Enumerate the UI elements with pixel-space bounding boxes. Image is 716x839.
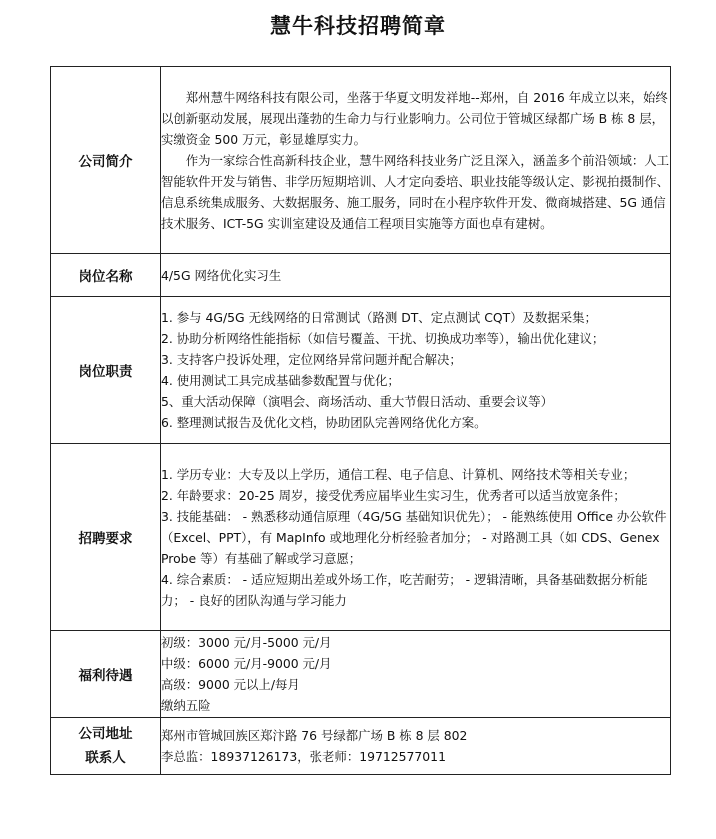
welfare-content (161, 631, 671, 718)
page-title: 慧牛科技招聘简章 (270, 14, 446, 38)
contact-labels (51, 718, 161, 775)
welfare-item: 高级：9000 元以上/每月 (161, 677, 300, 692)
requirements-label: 招聘要求 (51, 444, 161, 631)
duty-item: 1. 参与 4G/5G 无线网络的日常测试（路测 DT、定点测试 CQT）及数据采集； (161, 310, 597, 325)
duty-item: 3. 支持客户投诉处理，定位网络异常问题并配合解决； (161, 352, 462, 367)
welfare-item: 中级：6000 元/月-9000 元/月 (161, 656, 332, 671)
contact-phones: 李总监：18937126173，张老师：19712577011 (161, 749, 446, 764)
recruitment-table (50, 66, 671, 775)
requirement-item: 3. 技能基础： - 熟悉移动通信原理（4G/5G 基础知识优先）； - 能熟练使用 Office 办公软件（Excel、PPT），有 MapInfo 或地理化分析经验者加分； - 对路测工具（如 CDS、Genex Probe 等）有基础了解或学习意愿； (161, 508, 667, 566)
requirements-content (161, 444, 671, 631)
address-label: 公司地址 (78, 726, 133, 742)
duties-content (161, 297, 671, 444)
company-address: 郑州市管城回族区郑汴路 76 号绿都广场 B 栋 8 层 802 (161, 728, 468, 743)
welfare-label: 福利待遇 (51, 631, 161, 718)
table-row-company-intro (51, 67, 671, 254)
duty-item: 5、重大活动保障（演唱会、商场活动、重大节假日活动、重要会议等） (161, 394, 553, 409)
requirement-item: 4. 综合素质： - 适应短期出差或外场工作，吃苦耐劳； - 逻辑清晰，具备基础数据分析能力； - 良好的团队沟通与学习能力 (161, 571, 648, 608)
company-intro-paragraph: 作为一家综合性高新科技企业，慧牛网络科技业务广泛且深入，涵盖多个前沿领域：人工智能软件开发与销售、非学历短期培训、人才定向委培、职业技能等级认定、影视拍摄制作、信息系统集成服务、大数据服务、施工服务，同时在小程序软件开发、微商城搭建、5G 通信技术服务、ICT-5G 实训室建设及通信工程项目实施等方面也卓有建树。 (161, 152, 670, 231)
position-label: 岗位名称 (51, 254, 161, 297)
duties-label: 岗位职责 (51, 297, 161, 444)
company-intro-paragraph: 郑州慧牛网络科技有限公司，坐落于华夏文明发祥地--郑州，自 2016 年成立以来，始终以创新驱动发展，展现出蓬勃的生命力与行业影响力。公司位于管城区绿都广场 B 栋 8 层，实缴资金 500 万元，彰显雄厚实力。 (161, 89, 668, 147)
company-intro-label: 公司简介 (51, 67, 161, 254)
table-row-requirements (51, 444, 671, 631)
requirement-item: 2. 年龄要求：20-25 周岁，接受优秀应届毕业生实习生，优秀者可以适当放宽条件； (161, 487, 626, 503)
table-row-position (51, 254, 671, 297)
table-row-contact (51, 718, 671, 775)
table-row-duties (51, 297, 671, 444)
duty-item: 6. 整理测试报告及优化文档，协助团队完善网络优化方案。 (161, 415, 487, 430)
contact-content (161, 718, 671, 775)
duty-item: 2. 协助分析网络性能指标（如信号覆盖、干扰、切换成功率等），输出优化建议； (161, 331, 605, 346)
table-row-welfare (51, 631, 671, 718)
welfare-item: 缴纳五险 (161, 698, 211, 713)
requirement-item: 1. 学历专业：大专及以上学历，通信工程、电子信息、计算机、网络技术等相关专业； (161, 466, 636, 482)
duty-item: 4. 使用测试工具完成基础参数配置与优化； (161, 373, 400, 388)
contact-person-label: 联系人 (85, 750, 126, 766)
company-intro-content (161, 67, 671, 254)
position-value: 4/5G 网络优化实习生 (161, 254, 671, 297)
welfare-item: 初级：3000 元/月-5000 元/月 (161, 635, 332, 650)
